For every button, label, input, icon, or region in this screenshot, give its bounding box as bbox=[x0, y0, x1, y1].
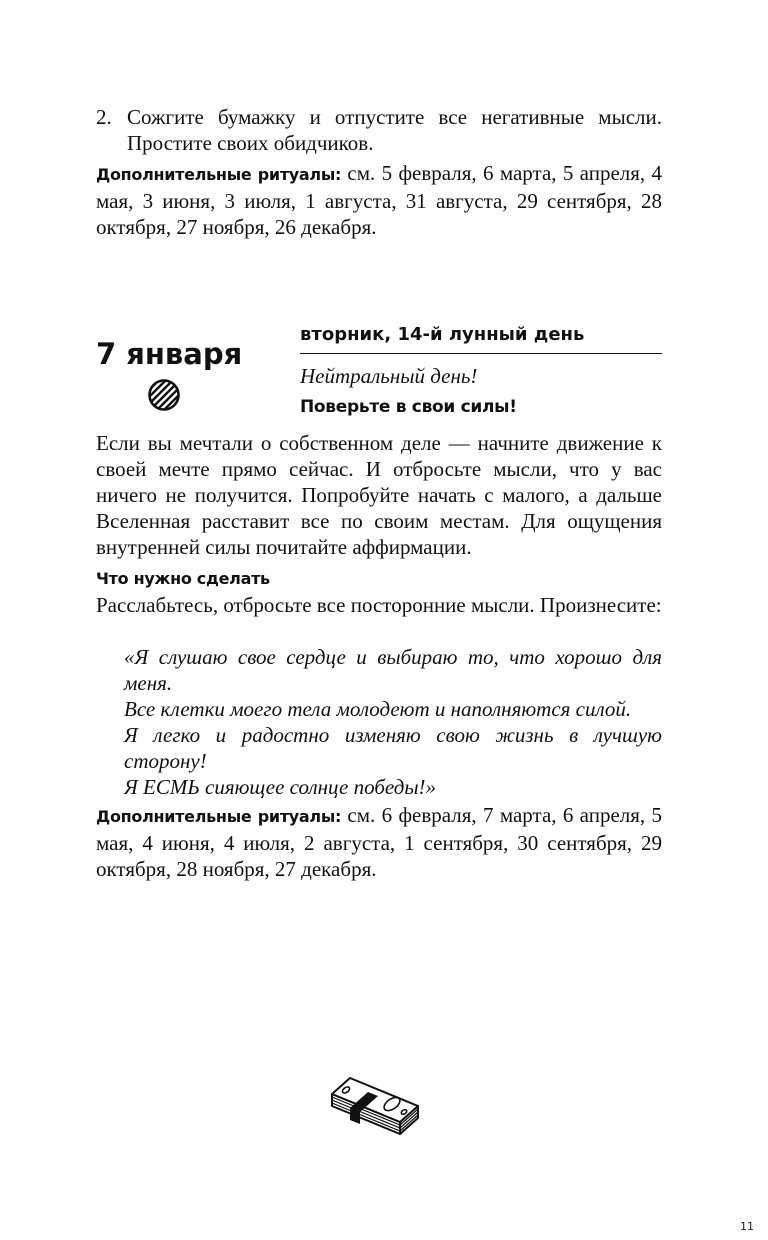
day-title: 7 января bbox=[96, 337, 243, 371]
day-type: Нейтральный день! bbox=[300, 364, 478, 388]
day-motto: Поверьте в свои силы! bbox=[300, 397, 517, 417]
affirmation-line: Все клетки моего тела молодеют и наполняются силой. bbox=[124, 697, 632, 721]
todo-heading-text: Что нужно сделать bbox=[96, 569, 270, 588]
todo-text: Расслабьтесь, отбросьте все посторонние мысли. Произнесите: bbox=[96, 593, 662, 617]
extra-rituals-label: Дополнительные ритуалы: bbox=[96, 807, 342, 826]
page-number: 11 bbox=[740, 1220, 754, 1233]
extra-rituals-text: см. 5 февраля, 6 марта, 5 апреля, 4 мая, 3 июня, 3 июля, 1 августа, 31 августа, 29 сентября, 28 октября, 27 ноября, 26 декабря. bbox=[96, 161, 662, 239]
affirmation-line: «Я слушаю свое сердце и выбираю то, что хорошо для меня. bbox=[124, 645, 662, 695]
extra-rituals-1 bbox=[96, 160, 662, 240]
extra-rituals-2 bbox=[96, 802, 662, 882]
list-number: 2. bbox=[96, 105, 112, 129]
moon-phase-hatched-icon bbox=[147, 378, 181, 412]
intro-paragraph: Если вы мечтали о собственном деле — начните движение к своей мечте прямо сейчас. И отбросьте мысли, что у вас ничего не получится. Попробуйте начать с малого, а дальше Вселенная расставит все по своим местам. Для ощущения внутренней силы почитайте аффирмации. bbox=[96, 431, 662, 559]
extra-rituals-text: см. 6 февраля, 7 марта, 6 апреля, 5 мая, 4 июня, 4 июля, 2 августа, 1 сентября, 30 сентября, 29 октября, 28 ноября, 27 декабря. bbox=[96, 803, 662, 881]
affirmation-line: Я легко и радостно изменяю свою жизнь в лучшую сторону! bbox=[124, 723, 662, 773]
money-stack-icon bbox=[326, 1068, 422, 1140]
weekday-lunar-day: вторник, 14-й лунный день bbox=[300, 324, 585, 345]
list-item-2 bbox=[96, 104, 662, 156]
affirmation-line: Я ЕСМЬ сияющее солнце победы!» bbox=[124, 775, 437, 799]
affirmations bbox=[124, 644, 662, 800]
extra-rituals-label: Дополнительные ритуалы: bbox=[96, 165, 342, 184]
list-item-text: Сожгите бумажку и отпустите все негативные мысли. Простите своих обидчиков. bbox=[127, 105, 662, 155]
todo-heading bbox=[96, 566, 662, 593]
header-divider bbox=[300, 353, 662, 354]
